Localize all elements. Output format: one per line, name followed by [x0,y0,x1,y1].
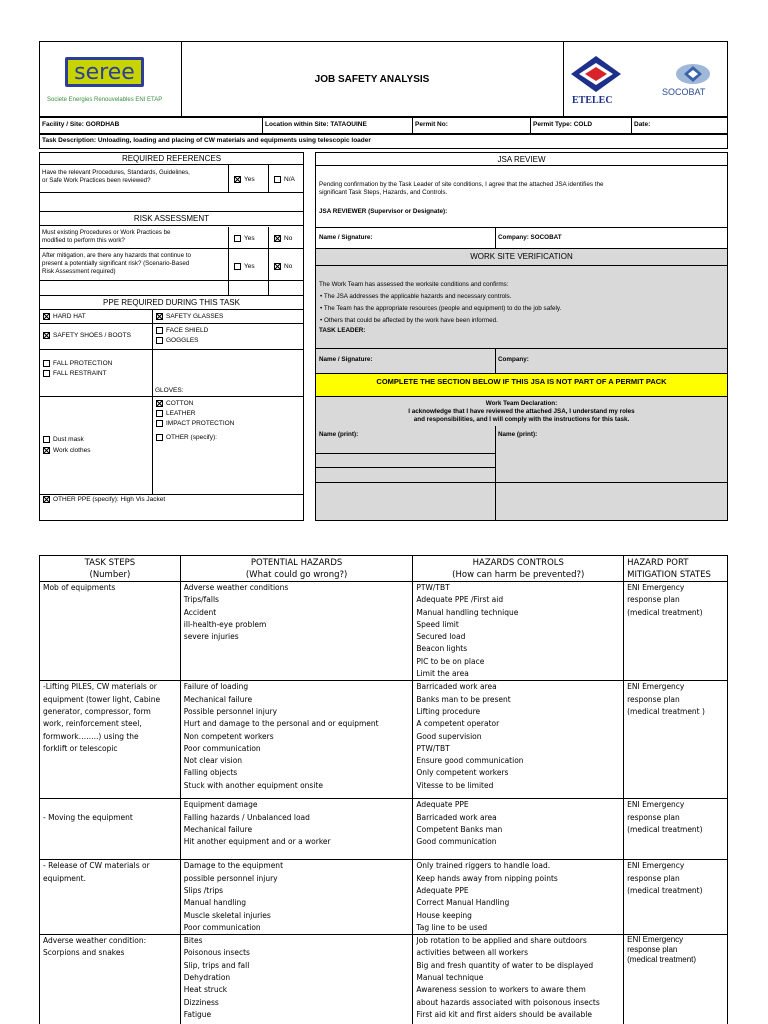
cell-line: (medical treatment) [627,824,703,834]
risk-q2-no-label: No [284,263,293,270]
risk-q2-line2: present a potentially significant risk? (Scenario-Based [42,260,190,267]
seree-logo-text: seree [74,60,135,85]
cell-line: ENI Emergency [627,682,685,692]
fall-restraint-checkbox[interactable] [43,370,50,377]
task-step-cell [40,799,181,860]
risk-q2-line1: After mitigation, are there any hazards that continue to [42,252,191,259]
cell-line: Correct Manual Handling [416,898,510,908]
cell-line: Poisonous insects [183,948,250,958]
mitigation-cell [624,860,728,935]
cell-line: Adequate PPE /First aid [416,595,504,605]
cell-line: Beacon lights [416,644,468,654]
other-ppe-checkbox[interactable] [43,496,50,503]
hazards-cell [180,860,413,935]
wsv-company: Company: [498,356,529,363]
cell-line: Manual handling technique [416,607,519,617]
risk-q1-no-label: No [284,235,293,242]
jsa-review-company: Company: SOCOBAT [498,234,562,241]
declaration-title: Work Team Declaration: [485,400,558,407]
date-field: Date: [634,121,651,128]
task-leader-label: TASK LEADER: [319,327,366,334]
cell-line: Only trained riggers to handle load. [416,861,551,871]
controls-cell [413,681,624,799]
controls-cell [413,860,624,935]
fall-protection-label: FALL PROTECTION [53,360,113,367]
controls-cell [413,799,624,860]
ref-yes-checkbox[interactable] [234,176,241,183]
other-gloves-checkbox[interactable] [156,434,163,441]
cell-line: ENI Emergency [627,935,684,945]
cell-line: Possible personnel injury [183,706,278,716]
dust-mask-checkbox[interactable] [43,436,50,443]
cell-line: (medical treatment) [627,885,703,895]
etelec-logo-icon [569,55,623,93]
cell-line: response plan [627,945,678,955]
cell-line: Secured load [416,632,466,642]
header-task-steps: TASK STEPS (Number) [40,556,181,582]
permit-pack-banner: COMPLETE THE SECTION BELOW IF THIS JSA IS NOT PART OF A PERMIT PACK [316,374,727,396]
cell-line: PTW/TBT [416,743,450,753]
dust-mask-label: Dust mask [53,436,84,443]
work-clothes-label: Work clothes [53,447,91,454]
location-field: Location within Site: TATAOUINE [265,121,367,128]
jsa-review-text-1: Pending confirmation by the Task Leader of site conditions, I agree that the attached JSA identifies the [319,181,604,188]
cell-line: Competent Banks man [416,824,503,834]
cell-line: Failure of loading [183,682,249,692]
ref-yes-label: Yes [244,176,255,183]
ref-na-checkbox[interactable] [274,176,281,183]
header-hazards-controls: HAZARDS CONTROLS (How can harm be prevented?) [413,556,624,582]
ref-na-label: N/A [284,176,295,183]
task-step-cell [40,935,181,1024]
cell-line: Heat struck [183,985,228,995]
safety-shoes-checkbox[interactable] [43,332,50,339]
wsv-intro: The Work Team has assessed the worksite conditions and confirms: [319,281,509,288]
required-references-title: REQUIRED REFERENCES [40,153,303,165]
cell-line: ENI Emergency [627,861,685,871]
cell-line: PIC to be on place [416,656,485,666]
cotton-label: COTTON [166,400,194,407]
fall-protection-checkbox[interactable] [43,360,50,367]
cell-line: PTW/TBT [416,583,450,592]
jsa-review-text-2: significant Task Steps, Hazards, and Controls. [319,189,448,196]
cell-line: Falling hazards / Unbalanced load [183,812,310,822]
controls-cell [413,582,624,681]
mitigation-cell [624,799,728,860]
cell-line: Stuck with another equipment onsite [183,780,323,790]
goggles-checkbox[interactable] [156,337,163,344]
ppe-title: PPE REQUIRED DURING THIS TASK [40,296,303,310]
jsa-review-title: JSA REVIEW [316,153,727,166]
safety-glasses-label: SAFETY GLASSES [166,313,224,320]
mitigation-cell [624,935,728,1024]
socobat-logo-text: SOCOBAT [662,87,706,97]
declaration-text-1: I acknowledge that I have reviewed the attached JSA, I understand my roles [408,408,635,415]
cell-line: Limit the area [416,669,469,679]
declaration-text-2: and responsibilities, and I will comply with the instructions for this task. [413,416,630,423]
cell-line: equipment. [43,873,86,883]
cell-line: (medical treatment) [627,955,697,965]
cell-line: equipment (tower light, Cabine [43,694,161,704]
cell-line: Dehydration [183,973,231,983]
etelec-logo-text: ETELEC [572,95,613,106]
cell-line: -Lifting PILES, CW materials or [43,682,157,692]
task-steps-table [39,555,728,1024]
hazards-cell [180,681,413,799]
cell-line: Mechanical failure [183,824,253,834]
wsv-bullet-3: • Others that could be affected by the work have been informed. [320,317,498,324]
task-steps-header-row [40,556,728,582]
cell-line: Adequate PPE [416,800,469,810]
cell-line: Adequate PPE [416,885,469,895]
cell-line: - Moving the equipment [43,812,133,822]
permit-no-field: Permit No: [415,121,448,128]
hard-hat-label: HARD HAT [53,313,86,320]
wsv-bullet-3-text: Others that could be affected by the work have been informed. [323,317,498,324]
task-description: Task Description: Unloading, loading and placing of CW materials and equipments using telescopic loader [42,137,371,144]
risk-q2-line3: Risk Assessment required) [42,268,116,275]
hazards-cell [180,582,413,681]
work-site-verification-title: WORK SITE VERIFICATION [470,252,573,261]
cell-line: Non competent workers [183,731,274,741]
hazards-cell [180,935,413,1024]
cell-line: Mechanical failure [183,694,253,704]
face-shield-checkbox[interactable] [156,327,163,334]
controls-cell [413,935,624,1024]
cell-line: Mob of equipments [43,583,116,592]
gloves-label: GLOVES: [155,387,184,394]
cell-line: Slip, trips and fall [183,960,250,970]
cell-line: response plan [627,812,680,822]
cell-line: Equipment damage [183,800,258,810]
risk-q1-line2: modified to perform this work? [42,237,125,244]
cell-line: Dizziness [183,997,219,1007]
cell-line: Trips/falls [183,595,219,605]
risk-q1-yes-label: Yes [244,235,255,242]
cell-line: (medical treatment ) [627,706,705,716]
cell-line: Manual handling [183,898,246,908]
risk-q2-no-checkbox[interactable] [274,263,281,270]
cell-line: Fatigue [183,1009,212,1019]
safety-shoes-label: SAFETY SHOES / BOOTS [53,332,131,339]
table-row [40,860,728,935]
risk-q1-no-checkbox[interactable] [274,235,281,242]
cell-line: Ensure good communication [416,756,524,766]
socobat-logo-icon [675,63,711,85]
goggles-label: GOGGLES [166,337,199,344]
cell-line: Accident [183,607,217,617]
cell-line: (medical treatment) [627,607,703,617]
cell-line: forklift or telescopic [43,743,118,753]
jsa-reviewer-label: JSA REVIEWER (Supervisor or Designate): [319,208,448,215]
cell-line: Muscle skeletal injuries [183,910,271,920]
cell-line: Adverse weather condition: [43,936,147,946]
cell-line: Big and fresh quantity of water to be displayed [416,960,594,970]
cell-line: Scorpions and snakes [43,948,125,958]
risk-q1-line1: Must existing Procedures or Work Practices be [42,229,171,236]
ref-question-1: Have the relevant Procedures, Standards, Guidelines, [42,169,190,176]
cell-line: Speed limit [416,619,459,629]
cell-line: Manual technique [416,973,484,983]
cell-line: generator, compressor, form [43,706,151,716]
hard-hat-checkbox[interactable] [43,313,50,320]
cotton-checkbox[interactable] [156,400,163,407]
cell-line: A competent operator [416,719,500,729]
task-step-cell [40,582,181,681]
header-potential-hazards: POTENTIAL HAZARDS (What could go wrong?) [180,556,413,582]
cell-line: possible personnel injury [183,873,278,883]
cell-line: Vitesse to be limited [416,780,494,790]
risk-assessment-title: RISK ASSESSMENT [40,212,303,226]
seree-logo [65,57,144,87]
cell-line: Bites [183,936,203,946]
face-shield-label: FACE SHIELD [166,327,209,334]
cell-line: Adverse weather conditions [183,583,289,592]
name-print-2: Name (print): [498,431,538,438]
mitigation-cell [624,582,728,681]
cell-line: Falling objects [183,768,238,778]
wsv-bullet-1-text: The JSA addresses the applicable hazards and necessary controls. [323,293,512,300]
cell-line: Keep hands away from nipping points [416,873,558,883]
wsv-bullet-2-text: The Team has the appropriate resources (people and equipment) to do the job safely. [323,305,562,312]
cell-line [43,799,177,811]
cell-line: Hurt and damage to the personal and or equipment [183,719,379,729]
name-print-1: Name (print): [319,431,359,438]
cell-line: Poor communication [183,922,261,932]
cell-line: First aid kit and first aiders should be available [416,1009,592,1019]
mitigation-cell [624,681,728,799]
ref-question-2: or Safe Work Practices been reviewed? [42,177,151,184]
cell-line: Tag line to be used [416,922,488,932]
page-title: JOB SAFETY ANALYSIS [314,74,430,85]
risk-q2-yes-label: Yes [244,263,255,270]
other-gloves-label: OTHER (specify): [166,434,217,441]
cell-line: severe injuries [183,632,239,642]
cell-line: Hit another equipment and or a worker [183,837,331,847]
wsv-name-signature: Name / Signature: [319,356,373,363]
leather-label: LEATHER [166,410,196,417]
leather-checkbox[interactable] [156,410,163,417]
safety-glasses-checkbox[interactable] [156,313,163,320]
cell-line: Barricaded work area [416,812,497,822]
wsv-bullet-2: • The Team has the appropriate resources (people and equipment) to do the job safely. [320,305,562,312]
task-step-cell [40,681,181,799]
cell-line: ill-health-eye problem [183,619,267,629]
cell-line: response plan [627,873,680,883]
cell-line: Good supervision [416,731,482,741]
cell-line: House keeping [416,910,472,920]
cell-line: Damage to the equipment [183,861,284,871]
cell-line: Only competent workers [416,768,509,778]
jsa-review-name-signature: Name / Signature: [319,234,373,241]
info-row [39,117,728,134]
impact-protection-label: IMPACT PROTECTION [166,420,235,427]
cell-line: work, reinforcement steel, [43,719,142,729]
seree-caption: Societe Energies Renouvelables ENI ETAP [47,97,163,103]
cell-line: response plan [627,694,680,704]
wsv-bullet-1: • The JSA addresses the applicable hazards and necessary controls. [320,293,512,300]
work-clothes-checkbox[interactable] [43,447,50,454]
cell-line: Job rotation to be applied and share outdoors [416,936,587,946]
cell-line: response plan [627,595,680,605]
cell-line: Awareness session to workers to aware them [416,985,586,995]
hazards-cell [180,799,413,860]
cell-line: Good communication [416,837,497,847]
table-row [40,681,728,799]
fall-restraint-label: FALL RESTRAINT [53,370,107,377]
cell-line: Barricaded work area [416,682,497,692]
cell-line: Poor communication [183,743,261,753]
cell-line: Slips /trips [183,885,224,895]
permit-type-field: Permit Type: COLD [533,121,593,128]
header-mitigation: HAZARD PORT MITIGATION STATES [624,556,728,582]
impact-protection-checkbox[interactable] [156,420,163,427]
table-row [40,935,728,1024]
cell-line: activities between all workers [416,948,529,958]
cell-line: - Release of CW materials or [43,861,150,871]
task-step-cell [40,860,181,935]
cell-line: ENI Emergency [627,583,685,592]
cell-line: Banks man to be present [416,694,511,704]
table-row [40,582,728,681]
cell-line: ENI Emergency [627,800,685,810]
cell-line: Lifting procedure [416,706,481,716]
risk-q1-yes-checkbox[interactable] [234,235,241,242]
table-row [40,799,728,860]
facility-field: Facility / Site: GORDHAB [42,121,120,128]
cell-line: formwork……..) using the [43,731,139,741]
risk-q2-yes-checkbox[interactable] [234,263,241,270]
cell-line: about hazards associated with poisonous insects [416,997,600,1007]
other-ppe-label: OTHER PPE (specify): High Vis Jacket [53,496,166,503]
cell-line: Not clear vision [183,756,243,766]
